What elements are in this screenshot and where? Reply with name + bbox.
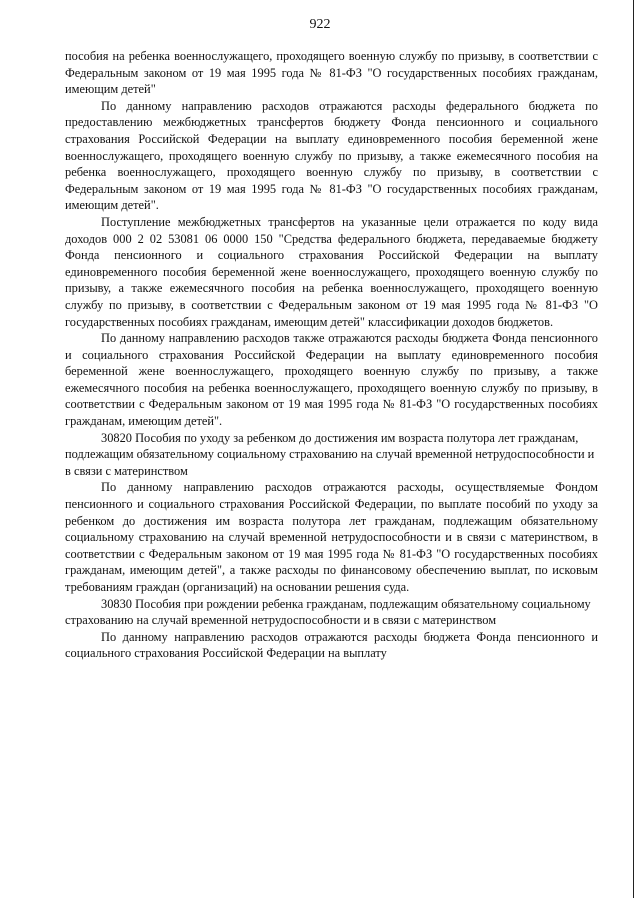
paragraph: Поступление межбюджетных трансфертов на указанные цели отражается по коду вида доходов 000 2 02 53081 06 0000 150 "Средства федерального бюджета, передаваемые бюджету Фонда пенсионного и социального страхования Российской Федерации на выплату единовременного пособия беременной жене военнослужащего, проходящего военную службу по призыву, а также ежемесячного пособия на ребенка военнослужащего, проходящего военную службу по призыву, в соответствии с Федеральным законом от 19 мая 1995 года № 81-ФЗ "О государственных пособиях гражданам, имеющим детей" классификации доходов бюджетов.	[65, 214, 598, 329]
page-border-right	[633, 0, 634, 898]
section-heading: 30820 Пособия по уходу за ребенком до достижения им возраста полутора лет гражданам, подлежащим обязательному социальному страхованию на случай временной нетрудоспособности и в связи с материнством	[65, 430, 595, 478]
paragraph: пособия на ребенка военнослужащего, проходящего военную службу по призыву, в соответствии с Федеральным законом от 19 мая 1995 года № 81-ФЗ "О государственных пособиях гражданам, имеющим детей"	[65, 49, 598, 97]
paragraph: По данному направлению расходов отражаются расходы бюджета Фонда пенсионного и социального страхования Российской Федерации на выплату	[65, 629, 598, 661]
page-number: 922	[309, 17, 331, 32]
paragraph: По данному направлению расходов отражаются расходы, осуществляемые Фондом пенсионного и социального страхования Российской Федерации, по выплате пособий по уходу за ребенком до достижения им возраста полутора лет гражданам, подлежащим обязательному социальному страхованию на случай временной нетрудоспособности и в связи с материнством, в соответствии с Федеральным законом от 19 мая 1995 года № 81-ФЗ "О государственных пособиях гражданам, имеющим детей", а также расходы по финансовому обеспечению выплат, по исковым требованиям граждан (организаций) на основании решения суда.	[65, 480, 598, 594]
section-heading: 30830 Пособия при рождении ребенка гражданам, подлежащим обязательному социальному страхованию на случай временной нетрудоспособности и в связи с материнством	[65, 596, 591, 628]
paragraph: По данному направлению расходов отражаются расходы федерального бюджета по предоставлению межбюджетных трансфертов бюджету Фонда пенсионного и социального страхования Российской Федерации на выплату единовременного пособия беременной жене военнослужащего, проходящего военную службу по призыву, а также ежемесячного пособия на ребенка военнослужащего, проходящего военную службу по призыву, в соответствии с Федеральным законом от 19 мая 1995 года № 81-ФЗ "О государственных пособиях гражданам, имеющим детей".	[65, 98, 598, 213]
document-body	[65, 48, 598, 662]
paragraph: По данному направлению расходов также отражаются расходы бюджета Фонда пенсионного и социального страхования Российской Федерации на выплату единовременного пособия беременной жене военнослужащего, проходящего военную службу по призыву, а также ежемесячного пособия на ребенка военнослужащего, проходящего военную службу по призыву, в соответствии с Федеральным законом от 19 мая 1995 года № 81-ФЗ "О государственных пособиях гражданам, имеющим детей".	[65, 331, 598, 429]
